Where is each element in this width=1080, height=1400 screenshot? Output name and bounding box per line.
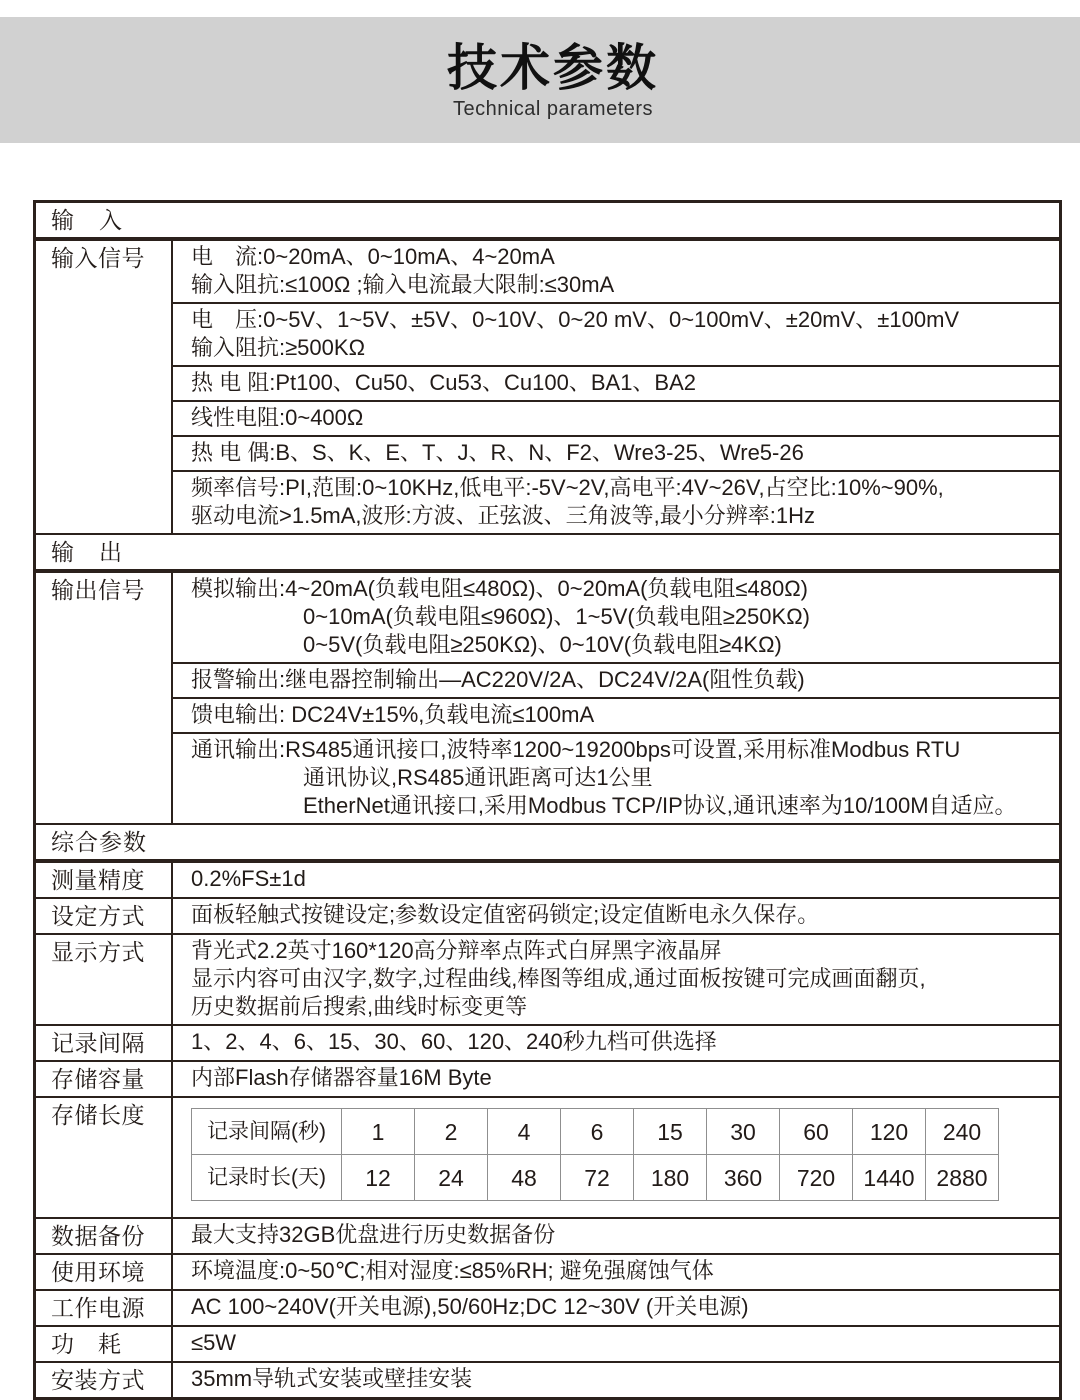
row-label: 存储长度 bbox=[36, 1098, 173, 1217]
row-label: 数据备份 bbox=[36, 1219, 173, 1253]
table-row bbox=[36, 1060, 1059, 1096]
row-content bbox=[173, 1098, 1059, 1217]
row-label: 记录间隔 bbox=[36, 1026, 173, 1060]
row-label: 存储容量 bbox=[36, 1062, 173, 1096]
table-row bbox=[36, 1253, 1059, 1289]
content-line: 线性电阻:0~400Ω bbox=[191, 405, 364, 430]
content-line: EtherNet通讯接口,采用Modbus TCP/IP协议,通讯速率为10/100M自适应。 bbox=[303, 793, 1017, 818]
sub-row bbox=[173, 697, 1059, 732]
content-line: 面板轻触式按键设定;参数设定值密码锁定;设定值断电永久保存。 bbox=[191, 902, 820, 927]
storage-cell: 1440 bbox=[853, 1155, 926, 1201]
row-content bbox=[173, 863, 1059, 897]
table-row bbox=[36, 1024, 1059, 1060]
sub-row bbox=[173, 662, 1059, 697]
content-line: 0~10mA(负载电阻≤960Ω)、1~5V(负载电阻≥250KΩ) bbox=[303, 604, 810, 629]
table-row bbox=[36, 897, 1059, 933]
page-title: 技术参数 bbox=[447, 39, 659, 96]
storage-cell: 1 bbox=[342, 1109, 415, 1155]
content-line: 历史数据前后搜索,曲线时标变更等 bbox=[191, 994, 528, 1019]
sub-row bbox=[173, 732, 1059, 823]
storage-row-label: 记录间隔(秒) bbox=[192, 1109, 342, 1155]
table-row bbox=[36, 1361, 1059, 1397]
content-line: 0~5V(负载电阻≥250KΩ)、0~10V(负载电阻≥4KΩ) bbox=[303, 632, 782, 657]
table-row bbox=[36, 239, 1059, 533]
row-content bbox=[173, 935, 1059, 1024]
content-line: 模拟输出:4~20mA(负载电阻≤480Ω)、0~20mA(负载电阻≤480Ω) bbox=[191, 576, 808, 601]
content-line: 内部Flash存储器容量16M Byte bbox=[191, 1065, 492, 1090]
sub-row bbox=[173, 470, 1059, 533]
row-label: 功 耗 bbox=[36, 1327, 173, 1361]
row-content bbox=[173, 1363, 1059, 1397]
content-line: 0.2%FS±1d bbox=[191, 866, 306, 891]
row-content bbox=[173, 1291, 1059, 1325]
row-content bbox=[173, 1255, 1059, 1289]
page-subtitle: Technical parameters bbox=[452, 97, 654, 120]
section-label: 输 入 bbox=[51, 207, 123, 233]
storage-cell: 240 bbox=[926, 1109, 999, 1155]
storage-cell: 4 bbox=[488, 1109, 561, 1155]
section-label: 输 出 bbox=[51, 539, 123, 565]
storage-cell: 180 bbox=[634, 1155, 707, 1201]
storage-cell: 60 bbox=[780, 1109, 853, 1155]
section-row bbox=[36, 823, 1059, 861]
content-line: 背光式2.2英寸160*120高分辩率点阵式白屏黑字液晶屏 bbox=[191, 938, 722, 963]
storage-cell: 12 bbox=[342, 1155, 415, 1201]
row-content bbox=[173, 1219, 1059, 1253]
content-line: 最大支持32GB优盘进行历史数据备份 bbox=[191, 1222, 556, 1247]
storage-cell: 2 bbox=[415, 1109, 488, 1155]
content-line: 电 流:0~20mA、0~10mA、4~20mA bbox=[191, 244, 555, 269]
row-content bbox=[173, 899, 1059, 933]
row-content bbox=[173, 573, 1059, 823]
storage-cell: 2880 bbox=[926, 1155, 999, 1201]
section-row bbox=[36, 203, 1059, 239]
storage-table-wrap bbox=[191, 1100, 1045, 1214]
row-content bbox=[173, 1327, 1059, 1361]
table-row bbox=[36, 933, 1059, 1024]
table-row bbox=[36, 1217, 1059, 1253]
storage-cell: 30 bbox=[707, 1109, 780, 1155]
spec-table bbox=[33, 200, 1062, 1400]
storage-table bbox=[191, 1108, 999, 1201]
page-header bbox=[0, 17, 1080, 143]
content-line: 1、2、4、6、15、30、60、120、240秒九档可供选择 bbox=[191, 1029, 717, 1054]
storage-cell: 6 bbox=[561, 1109, 634, 1155]
row-content bbox=[173, 241, 1059, 533]
sub-row bbox=[173, 302, 1059, 365]
table-row bbox=[36, 1096, 1059, 1217]
row-label: 安装方式 bbox=[36, 1363, 173, 1397]
row-content bbox=[173, 1062, 1059, 1096]
content-line: 显示内容可由汉字,数字,过程曲线,棒图等组成,通过面板按键可完成画面翻页, bbox=[191, 966, 926, 991]
section-label: 综合参数 bbox=[51, 829, 147, 855]
table-row bbox=[36, 1289, 1059, 1325]
content-line: 输入阻抗:≥500KΩ bbox=[191, 335, 366, 360]
sub-row bbox=[173, 365, 1059, 400]
row-label: 工作电源 bbox=[36, 1291, 173, 1325]
content-line: 驱动电流>1.5mA,波形:方波、正弦波、三角波等,最小分辨率:1Hz bbox=[191, 503, 816, 528]
storage-cell: 48 bbox=[488, 1155, 561, 1201]
row-content bbox=[173, 1026, 1059, 1060]
row-label: 使用环境 bbox=[36, 1255, 173, 1289]
section-row bbox=[36, 533, 1059, 571]
storage-cell: 720 bbox=[780, 1155, 853, 1201]
sub-row bbox=[173, 241, 1059, 302]
storage-cell: 360 bbox=[707, 1155, 780, 1201]
content-line: 频率信号:PI,范围:0~10KHz,低电平:-5V~2V,高电平:4V~26V,占空比:10%~90%, bbox=[191, 475, 944, 500]
storage-row-label: 记录时长(天) bbox=[192, 1155, 342, 1201]
content-line: 报警输出:继电器控制输出—AC220V/2A、DC24V/2A(阻性负载) bbox=[191, 667, 805, 692]
content-line: 通讯协议,RS485通讯距离可达1公里 bbox=[303, 765, 653, 790]
content-line: 环境温度:0~50℃;相对湿度:≤85%RH; 避免强腐蚀气体 bbox=[191, 1258, 714, 1283]
content-line: 35mm导轨式安装或壁挂安装 bbox=[191, 1366, 473, 1391]
storage-cell: 15 bbox=[634, 1109, 707, 1155]
sub-row bbox=[173, 573, 1059, 662]
storage-row bbox=[192, 1109, 999, 1155]
sub-row bbox=[173, 435, 1059, 470]
row-label: 设定方式 bbox=[36, 899, 173, 933]
content-line: 热 电 偶:B、S、K、E、T、J、R、N、F2、Wre3-25、Wre5-26 bbox=[191, 440, 804, 465]
row-label: 显示方式 bbox=[36, 935, 173, 1024]
content-line: 通讯输出:RS485通讯接口,波特率1200~19200bps可设置,采用标准Modbus RTU bbox=[191, 737, 961, 762]
content-line: 热 电 阻:Pt100、Cu50、Cu53、Cu100、BA1、BA2 bbox=[191, 370, 697, 395]
content-line: 馈电输出: DC24V±15%,负载电流≤100mA bbox=[191, 702, 595, 727]
row-label: 输入信号 bbox=[36, 241, 173, 533]
content-line: AC 100~240V(开关电源),50/60Hz;DC 12~30V (开关电源) bbox=[191, 1294, 749, 1319]
content-line: 电 压:0~5V、1~5V、±5V、0~10V、0~20 mV、0~100mV、±20mV、±100mV bbox=[191, 307, 960, 332]
storage-cell: 24 bbox=[415, 1155, 488, 1201]
table-row bbox=[36, 861, 1059, 897]
table-row bbox=[36, 571, 1059, 823]
content-line: 输入阻抗:≤100Ω ;输入电流最大限制:≤30mA bbox=[191, 272, 615, 297]
storage-row bbox=[192, 1155, 999, 1201]
storage-cell: 72 bbox=[561, 1155, 634, 1201]
sub-row bbox=[173, 400, 1059, 435]
row-label: 测量精度 bbox=[36, 863, 173, 897]
table-row bbox=[36, 1325, 1059, 1361]
row-label: 输出信号 bbox=[36, 573, 173, 823]
content-line: ≤5W bbox=[191, 1330, 237, 1355]
storage-cell: 120 bbox=[853, 1109, 926, 1155]
